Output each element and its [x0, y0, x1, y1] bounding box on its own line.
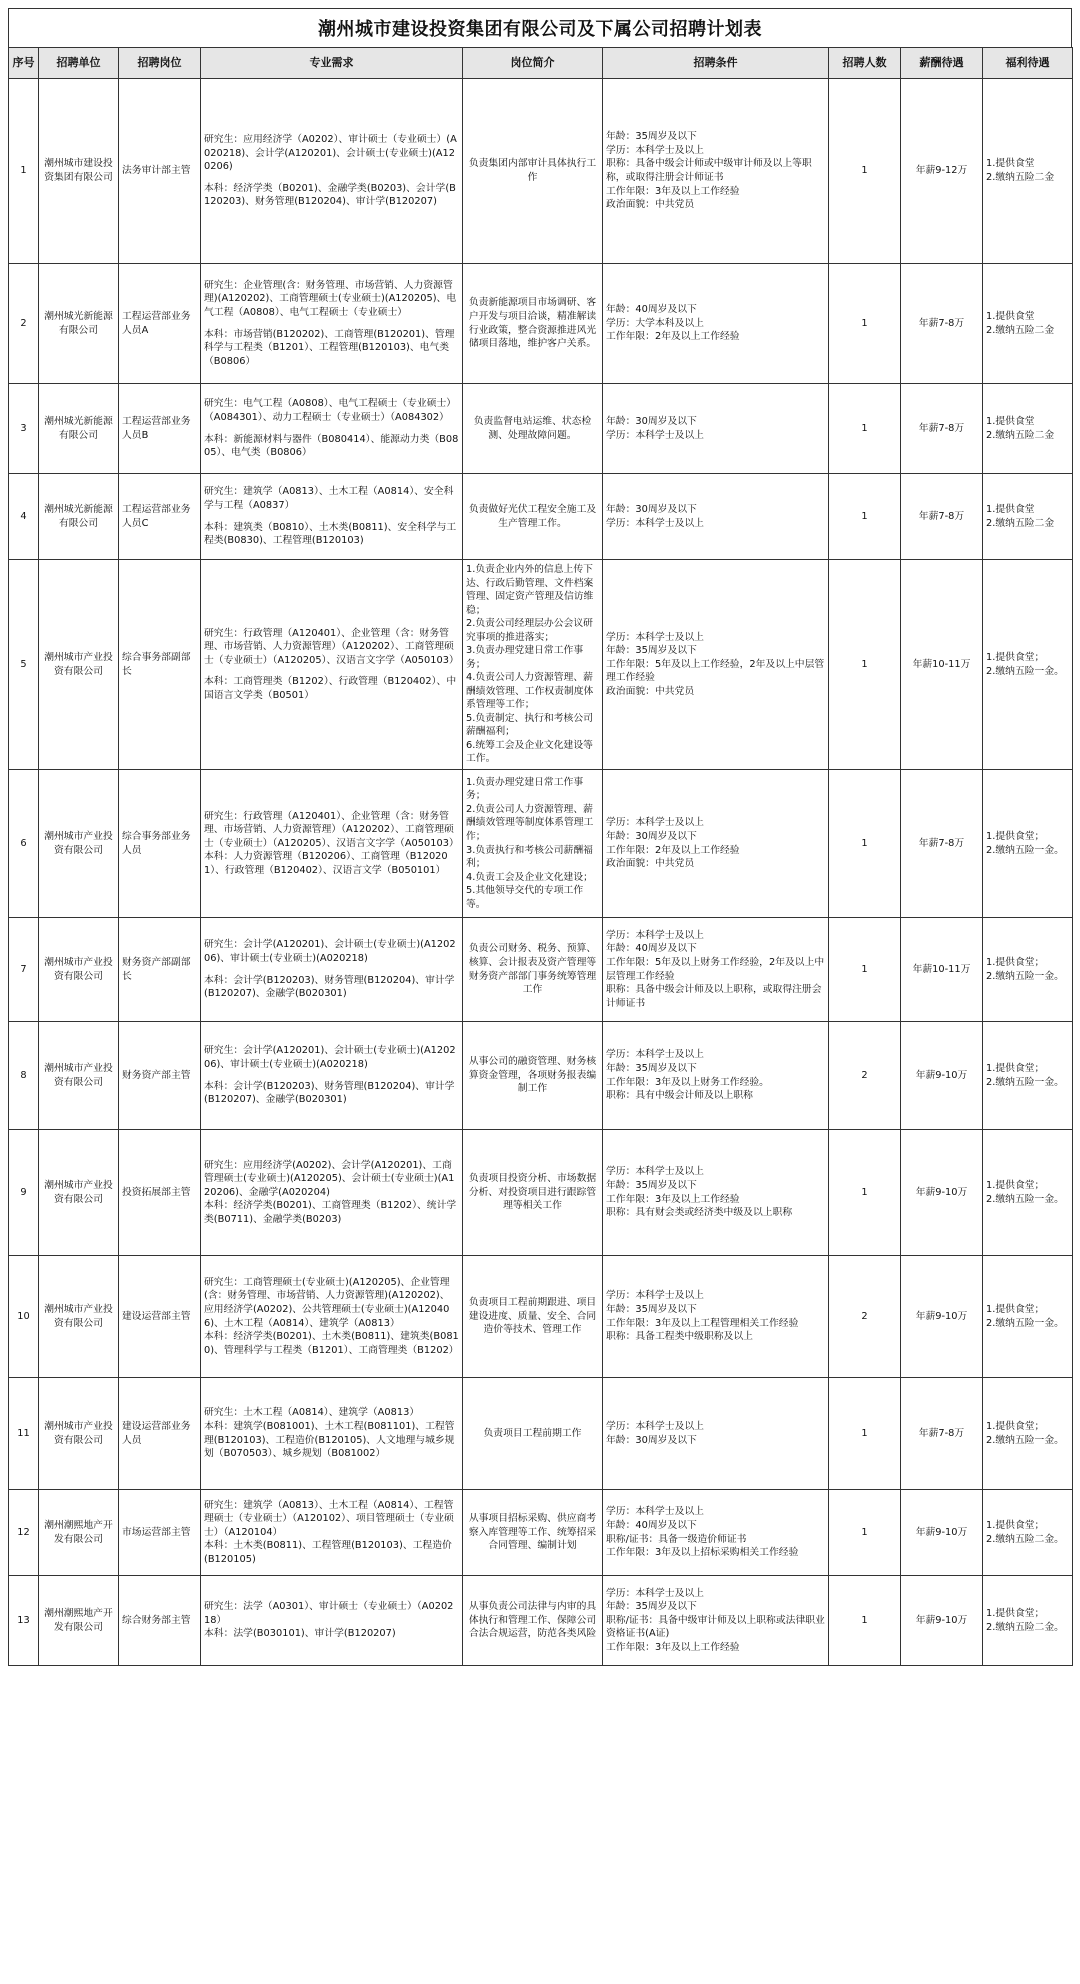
hiring-conditions-line: 工作年限：3年及以上财务工作经验。 [606, 1076, 769, 1088]
major-requirement-line: 本科：经济学类(B0201)、工商管理类（B1202）、统计学类(B0711)、金融学类(B0203) [204, 1200, 457, 1225]
job-intro [463, 1490, 603, 1576]
job-intro-line: 2.负责公司经理层办公会议研究事项的推进落实； [466, 618, 593, 643]
hiring-count: 1 [829, 770, 901, 918]
hiring-count: 1 [829, 1576, 901, 1666]
hiring-conditions [603, 1490, 829, 1576]
welfare-line: 2.缴纳五险二金 [986, 324, 1055, 336]
hiring-conditions-line: 政治面貌：中共党员 [606, 858, 695, 870]
salary: 年薪9-10万 [901, 1256, 983, 1378]
job-intro [463, 384, 603, 474]
welfare-line: 1.提供食堂； [986, 1303, 1045, 1315]
welfare-line: 1.提供食堂； [986, 1519, 1045, 1531]
hiring-conditions-line: 工作年限：3年及以上工作经验 [606, 185, 740, 197]
hiring-unit: 潮州城市产业投资有限公司 [39, 560, 119, 770]
job-post: 综合事务部业务人员 [119, 770, 201, 918]
hiring-count: 1 [829, 384, 901, 474]
job-intro-line: 负责新能源项目市场调研、客户开发与项目洽谈，精准解读行业政策，整合资源推进风光储项目落地，维护客户关系。 [468, 297, 597, 350]
hiring-conditions-line: 职称：具有中级会计师及以上职称 [606, 1090, 753, 1102]
job-intro-line: 负责项目投资分析、市场数据分析、对投资项目进行跟踪管理等相关工作 [468, 1173, 597, 1212]
hiring-conditions-line: 工作年限：2年及以上工作经验 [606, 331, 740, 343]
welfare-line: 2.缴纳五险一金。 [986, 1076, 1064, 1088]
hiring-conditions-line: 职称：具有财会类或经济类中级及以上职称 [606, 1207, 793, 1219]
major-requirement-line: 本科：会计学(B120203)、财务管理(B120204)、审计学(B120207)、金融学(B020301) [204, 1080, 455, 1106]
welfare-line: 1.提供食堂； [986, 651, 1045, 663]
hiring-unit: 潮州城市产业投资有限公司 [39, 1022, 119, 1130]
welfare-line: 1.提供食堂； [986, 1179, 1045, 1191]
salary: 年薪9-12万 [901, 79, 983, 264]
major-requirement [201, 264, 463, 384]
welfare-line: 1.提供食堂 [986, 310, 1035, 322]
hiring-conditions-line: 年龄：35周岁及以下 [606, 1601, 697, 1613]
salary: 年薪7-8万 [901, 384, 983, 474]
hiring-conditions [603, 264, 829, 384]
table-row [9, 1576, 1073, 1666]
hiring-conditions-line: 学历：本科学士及以上 [606, 1166, 704, 1178]
hiring-conditions-line: 学历：本科学士及以上 [606, 1506, 704, 1518]
job-intro-line: 1.负责办理党建日常工作事务； [466, 776, 584, 802]
major-requirement [201, 474, 463, 560]
major-requirement-line: 研究生：土木工程（A0814）、建筑学（A0813） [204, 1407, 420, 1419]
major-requirement [201, 560, 463, 770]
table-row [9, 1378, 1073, 1490]
welfare-line: 1.提供食堂； [986, 1062, 1045, 1074]
header-salary: 薪酬待遇 [901, 48, 983, 79]
hiring-count: 1 [829, 474, 901, 560]
table-header-row [9, 48, 1073, 79]
major-requirement-line: 研究生：行政管理（A120401）、企业管理（含：财务管理、市场营销、人力资源管理）（A120202）、工商管理硕士（专业硕士）（A120205）、汉语言文字学（A050103） [204, 810, 459, 849]
hiring-conditions-line: 学历：本科学士及以上 [606, 817, 704, 829]
job-intro-line: 5.负责制定、执行和考核公司薪酬福利； [466, 712, 593, 738]
welfare [983, 1022, 1073, 1130]
job-intro-line: 2.负责公司人力资源管理、薪酬绩效管理等制度体系管理工作； [466, 803, 594, 842]
welfare-line: 1.提供食堂 [986, 415, 1035, 427]
major-requirement [201, 1576, 463, 1666]
major-requirement-line: 研究生：法学（A0301）、审计硕士（专业硕士）（A020218） [204, 1601, 454, 1626]
major-requirement [201, 1378, 463, 1490]
table-row [9, 474, 1073, 560]
hiring-count: 2 [829, 1256, 901, 1378]
table-row [9, 770, 1073, 918]
job-intro [463, 1576, 603, 1666]
welfare [983, 1490, 1073, 1576]
job-intro-line: 4.负责工会及企业文化建设； [466, 871, 593, 883]
hiring-conditions [603, 384, 829, 474]
hiring-conditions-line: 年龄：30周岁及以下 [606, 1434, 697, 1446]
major-requirement-line: 本科：工商管理类（B1202）、行政管理（B120402）、中国语言文学类（B0501） [204, 676, 457, 701]
hiring-conditions-line: 学历：本科学士及以上 [606, 631, 704, 643]
hiring-conditions [603, 1022, 829, 1130]
hiring-conditions-line: 学历：本科学士及以上 [606, 1420, 704, 1432]
welfare-line: 1.提供食堂； [986, 1607, 1045, 1619]
welfare-line: 2.缴纳五险二金 [986, 172, 1055, 183]
major-requirement [201, 1256, 463, 1378]
header-post: 招聘岗位 [119, 48, 201, 79]
welfare-line: 1.提供食堂； [986, 1420, 1045, 1432]
welfare-line: 2.缴纳五险二金。 [986, 1621, 1064, 1633]
hiring-count: 1 [829, 79, 901, 264]
welfare-line: 2.缴纳五险一金。 [986, 1193, 1064, 1205]
job-intro-line: 4.负责公司人力资源管理、薪酬绩效管理、工作权责制度体系管理等工作； [466, 672, 594, 711]
salary: 年薪9-10万 [901, 1130, 983, 1256]
hiring-unit: 潮州潮熙地产开发有限公司 [39, 1490, 119, 1576]
major-requirement-line: 研究生：建筑学（A0813）、土木工程（A0814）、安全科学与工程（A0837） [204, 486, 454, 511]
major-requirement-line: 研究生：应用经济学（A0202）、审计硕士（专业硕士）(A020218)、会计学(A120201)、会计硕士(专业硕士)(A120206) [204, 134, 457, 173]
hiring-conditions [603, 560, 829, 770]
major-requirement-line: 研究生：建筑学（A0813）、土木工程（A0814）、工程管理硕士（专业硕士）（A120102）、项目管理硕士（专业硕士）（A120104） [204, 1499, 454, 1538]
hiring-count: 1 [829, 264, 901, 384]
header-unit: 招聘单位 [39, 48, 119, 79]
major-requirement [201, 384, 463, 474]
hiring-conditions-line: 政治面貌：中共党员 [606, 685, 695, 697]
job-intro-line: 从事公司的融资管理、财务核算资金管理，各项财务报表编制工作 [468, 1056, 597, 1095]
welfare-line: 2.缴纳五险二金 [986, 429, 1055, 441]
hiring-conditions-line: 年龄：35周岁及以下 [606, 1303, 697, 1315]
job-post: 建设运营部业务人员 [119, 1378, 201, 1490]
major-requirement-line: 本科：会计学(B120203)、财务管理(B120204)、审计学(B120207)、金融学(B020301) [204, 974, 455, 1000]
hiring-conditions-line: 学历：本科学士及以上 [606, 144, 704, 156]
major-requirement-line: 本科：土木类(B0811)、工程管理(B120103)、工程造价(B120105) [204, 1540, 452, 1565]
hiring-count: 1 [829, 1130, 901, 1256]
salary: 年薪7-8万 [901, 1378, 983, 1490]
job-post: 财务资产部副部长 [119, 918, 201, 1022]
hiring-conditions [603, 918, 829, 1022]
major-requirement-line: 研究生：企业管理(含：财务管理、市场营销、人力资源管理)(A120202)、工商管理硕士(专业硕士)(A120205)、电气工程（A0808）、电气工程硕士（专业硕士） [204, 279, 457, 318]
welfare-line: 2.缴纳五险一金。 [986, 844, 1064, 856]
hiring-conditions-line: 学历：本科学士及以上 [606, 429, 704, 441]
table-row [9, 79, 1073, 264]
welfare-line: 1.提供食堂 [986, 158, 1035, 170]
hiring-conditions-line: 学历：本科学士及以上 [606, 1049, 704, 1061]
hiring-conditions-line: 年龄：35周岁及以下 [606, 1179, 697, 1191]
table-body [9, 79, 1073, 1666]
welfare-line: 1.提供食堂； [986, 830, 1045, 842]
hiring-conditions [603, 79, 829, 264]
job-post: 综合财务部主管 [119, 1576, 201, 1666]
table-row [9, 1022, 1073, 1130]
table-row [9, 1256, 1073, 1378]
hiring-unit: 潮州城市产业投资有限公司 [39, 1378, 119, 1490]
hiring-unit: 潮州城光新能源有限公司 [39, 384, 119, 474]
hiring-unit: 潮州城市产业投资有限公司 [39, 770, 119, 918]
major-requirement-line: 研究生：会计学(A120201)、会计硕士(专业硕士)(A120206)、审计硕士(专业硕士)(A020218) [204, 1045, 456, 1070]
hiring-count: 1 [829, 1490, 901, 1576]
row-number: 13 [9, 1576, 39, 1666]
hiring-conditions [603, 770, 829, 918]
hiring-conditions [603, 1256, 829, 1378]
welfare-line: 2.缴纳五险一金。 [986, 970, 1064, 982]
major-requirement-line: 本科：建筑学(B081001)、土木工程(B081101)、工程管理(B120103)、工程造价(B120105)、人文地理与城乡规划（B070503）、城乡规划（B081002） [204, 1420, 455, 1460]
welfare [983, 918, 1073, 1022]
row-number: 3 [9, 384, 39, 474]
job-intro-line: 3.负责执行和考核公司薪酬福利； [466, 844, 593, 870]
row-number: 9 [9, 1130, 39, 1256]
hiring-count: 1 [829, 1378, 901, 1490]
job-intro [463, 770, 603, 918]
job-post: 工程运营部业务人员A [119, 264, 201, 384]
hiring-conditions [603, 1130, 829, 1256]
row-number: 4 [9, 474, 39, 560]
hiring-conditions-line: 职称：具备中级会计师或中级审计师及以上等职称，或取得注册会计师证书 [606, 158, 812, 183]
welfare-line: 1.提供食堂； [986, 956, 1045, 968]
welfare-line: 2.缴纳五险一金。 [986, 1434, 1064, 1446]
hiring-conditions-line: 职称/证书：具备中级审计师及以上职称或法律职业资格证书(A证) [606, 1614, 825, 1640]
hiring-count: 1 [829, 918, 901, 1022]
salary: 年薪9-10万 [901, 1576, 983, 1666]
job-intro-line: 负责项目工程前期工作 [483, 1427, 582, 1439]
salary: 年薪7-8万 [901, 264, 983, 384]
job-intro-line: 5.其他领导交代的专项工作等。 [466, 885, 584, 910]
row-number: 6 [9, 770, 39, 918]
salary: 年薪10-11万 [901, 560, 983, 770]
hiring-unit: 潮州城市产业投资有限公司 [39, 918, 119, 1022]
major-requirement-line: 研究生：电气工程（A0808）、电气工程硕士（专业硕士）（A084301）、动力工程硕士（专业硕士）（A084302） [204, 398, 457, 423]
major-requirement-line: 研究生：应用经济学(A0202)、会计学(A120201)、工商管理硕士(专业硕士)(A120205)、会计硕士(专业硕士)(A120206)、金融学(A020204) [204, 1159, 455, 1198]
hiring-unit: 潮州城市产业投资有限公司 [39, 1130, 119, 1256]
welfare-line: 1.提供食堂 [986, 503, 1035, 515]
hiring-conditions-line: 工作年限：3年及以上工程管理相关工作经验 [606, 1317, 799, 1329]
hiring-conditions-line: 职称：具备工程类中级职称及以上 [606, 1331, 753, 1343]
job-intro-line: 负责项目工程前期跟进、项目建设进度、质量、安全、合同造价等技术、管理工作 [468, 1297, 597, 1336]
job-post: 建设运营部主管 [119, 1256, 201, 1378]
table-row [9, 1130, 1073, 1256]
salary: 年薪7-8万 [901, 770, 983, 918]
hiring-conditions-line: 年龄：40周岁及以下 [606, 943, 697, 955]
major-requirement [201, 1490, 463, 1576]
hiring-conditions-line: 年龄：30周岁及以下 [606, 503, 697, 515]
hiring-conditions-line: 学历：本科学士及以上 [606, 929, 704, 941]
hiring-unit: 潮州城市建设投资集团有限公司 [39, 79, 119, 264]
hiring-conditions-line: 年龄：30周岁及以下 [606, 415, 697, 427]
major-requirement [201, 770, 463, 918]
hiring-conditions [603, 474, 829, 560]
hiring-conditions-line: 年龄：35周岁及以下 [606, 1062, 697, 1074]
major-requirement [201, 1130, 463, 1256]
job-intro-line: 从事负责公司法律与内审的具体执行和管理工作、保障公司合法合规运营，防范各类风险 [468, 1601, 597, 1640]
welfare [983, 770, 1073, 918]
table-row [9, 918, 1073, 1022]
row-number: 1 [9, 79, 39, 264]
row-number: 10 [9, 1256, 39, 1378]
table-row [9, 264, 1073, 384]
job-post: 财务资产部主管 [119, 1022, 201, 1130]
row-number: 2 [9, 264, 39, 384]
salary: 年薪9-10万 [901, 1490, 983, 1576]
welfare [983, 384, 1073, 474]
major-requirement-line: 本科：新能源材料与器件（B080414）、能源动力类（B0805）、电气类（B0806） [204, 433, 459, 459]
major-requirement [201, 1022, 463, 1130]
hiring-conditions [603, 1378, 829, 1490]
recruitment-table [8, 47, 1073, 1666]
welfare [983, 474, 1073, 560]
header-conditions: 招聘条件 [603, 48, 829, 79]
major-requirement-line: 研究生：会计学(A120201)、会计硕士(专业硕士)(A120206)、审计硕士(专业硕士)(A020218) [204, 939, 456, 964]
welfare [983, 79, 1073, 264]
welfare [983, 1130, 1073, 1256]
welfare [983, 1378, 1073, 1490]
major-requirement-line: 本科：经济学类（B0201)、金融学类(B0203)、会计学(B120203)、财务管理(B120204)、审计学(B120207) [204, 182, 456, 208]
welfare [983, 1576, 1073, 1666]
job-intro-line: 负责集团内部审计具体执行工作 [468, 158, 597, 183]
hiring-conditions-line: 政治面貌：中共党员 [606, 199, 695, 211]
salary: 年薪10-11万 [901, 918, 983, 1022]
major-requirement-line: 本科：人力资源管理（B120206）、工商管理（B120201）、行政管理（B120402）、汉语言文学（B050101） [204, 851, 448, 876]
hiring-count: 2 [829, 1022, 901, 1130]
hiring-conditions-line: 职称：具备中级会计师及以上职称，或取得注册会计师证书 [606, 984, 822, 1009]
row-number: 11 [9, 1378, 39, 1490]
hiring-unit: 潮州城市产业投资有限公司 [39, 1256, 119, 1378]
major-requirement-line: 本科：法学(B030101)、审计学(B120207) [204, 1628, 396, 1640]
major-requirement-line: 研究生：行政管理（A120401）、企业管理（含：财务管理、市场营销、人力资源管理）（A120202）、工商管理硕士（专业硕士）（A120205）、汉语言文字学（A050103） [204, 627, 459, 666]
hiring-conditions-line: 学历：本科学士及以上 [606, 1587, 704, 1599]
welfare-line: 2.缴纳五险二金 [986, 517, 1055, 529]
row-number: 12 [9, 1490, 39, 1576]
job-intro [463, 79, 603, 264]
hiring-conditions-line: 年龄：40周岁及以下 [606, 1519, 697, 1531]
header-major: 专业需求 [201, 48, 463, 79]
row-number: 7 [9, 918, 39, 1022]
hiring-conditions [603, 1576, 829, 1666]
job-intro-line: 负责公司财务、税务、预算、核算、会计报表及资产管理等财务资产部部门事务统筹管理工作 [468, 943, 597, 996]
job-post: 法务审计部主管 [119, 79, 201, 264]
hiring-conditions-line: 工作年限：5年及以上工作经验，2年及以上中层管理工作经验 [606, 658, 825, 684]
welfare-line: 2.缴纳五险一金。 [986, 665, 1064, 677]
hiring-conditions-line: 学历：大学本科及以上 [606, 317, 704, 329]
job-intro-line: 1.负责企业内外的信息上传下达、行政后勤管理、文件档案管理、固定资产管理及信访维稳； [466, 564, 594, 616]
hiring-conditions-line: 年龄：35周岁及以下 [606, 131, 697, 143]
job-intro [463, 474, 603, 560]
job-post: 市场运营部主管 [119, 1490, 201, 1576]
hiring-conditions-line: 年龄：35周岁及以下 [606, 645, 697, 657]
recruitment-plan-document [8, 8, 1072, 1666]
major-requirement [201, 79, 463, 264]
major-requirement-line: 本科：建筑类（B0810）、土木类(B0811)、安全科学与工程类(B0830)、工程管理(B120103) [204, 521, 457, 547]
welfare [983, 1256, 1073, 1378]
hiring-unit: 潮州城光新能源有限公司 [39, 474, 119, 560]
job-intro-line: 负责做好光伏工程安全施工及生产管理工作。 [468, 503, 597, 529]
welfare-line: 2.缴纳五险一金。 [986, 1317, 1064, 1329]
table-row [9, 384, 1073, 474]
hiring-conditions-line: 工作年限：3年及以上工作经验 [606, 1193, 740, 1205]
salary: 年薪9-10万 [901, 1022, 983, 1130]
job-intro-line: 6.统筹工会及企业文化建设等工作。 [466, 739, 593, 765]
welfare [983, 264, 1073, 384]
welfare [983, 560, 1073, 770]
hiring-conditions-line: 工作年限：3年及以上工作经验 [606, 1641, 740, 1653]
table-row [9, 560, 1073, 770]
major-requirement-line: 研究生：工商管理硕士(专业硕士)(A120205)、企业管理(含：财务管理、市场营销、人力资源管理)(A120202)、应用经济学(A0202)、公共管理硕士(专业硕士)(A120406)、土木工程（A0814）、建筑学（A0813） [204, 1276, 450, 1329]
document-title: 潮州城市建设投资集团有限公司及下属公司招聘计划表 [8, 8, 1072, 47]
header-no: 序号 [9, 48, 39, 79]
hiring-conditions-line: 学历：本科学士及以上 [606, 1290, 704, 1302]
job-intro [463, 264, 603, 384]
hiring-unit: 潮州城光新能源有限公司 [39, 264, 119, 384]
hiring-conditions-line: 年龄：40周岁及以下 [606, 304, 697, 316]
major-requirement-line: 本科：市场营销(B120202)、工商管理(B120201)、管理科学与工程类（B1201）、工程管理(B120103)、电气类（B0806） [204, 328, 455, 367]
table-row [9, 1490, 1073, 1576]
major-requirement-line: 本科：经济学类(B0201)、土木类(B0811)、建筑类(B0810)、管理科学与工程类（B1201）、工商管理类（B1202） [204, 1331, 459, 1356]
job-post: 工程运营部业务人员B [119, 384, 201, 474]
row-number: 5 [9, 560, 39, 770]
hiring-conditions-line: 年龄：30周岁及以下 [606, 830, 697, 842]
job-intro-line: 负责监督电站运维、状态检测、处理故障问题。 [473, 415, 592, 441]
job-intro [463, 560, 603, 770]
major-requirement [201, 918, 463, 1022]
salary: 年薪7-8万 [901, 474, 983, 560]
job-post: 工程运营部业务人员C [119, 474, 201, 560]
row-number: 8 [9, 1022, 39, 1130]
hiring-conditions-line: 学历：本科学士及以上 [606, 517, 704, 529]
hiring-conditions-line: 职称/证书：具备一级造价师证书 [606, 1533, 747, 1545]
job-intro [463, 1130, 603, 1256]
header-welfare: 福利待遇 [983, 48, 1073, 79]
job-intro [463, 1022, 603, 1130]
hiring-conditions-line: 工作年限：2年及以上工作经验 [606, 844, 740, 856]
job-intro [463, 1378, 603, 1490]
job-intro [463, 1256, 603, 1378]
job-intro-line: 从事项目招标采购、供应商考察入库管理等工作、统筹招采合同管理、编制计划 [468, 1513, 597, 1552]
header-intro: 岗位简介 [463, 48, 603, 79]
job-intro [463, 918, 603, 1022]
job-post: 综合事务部副部长 [119, 560, 201, 770]
job-intro-line: 3.负责办理党建日常工作事务； [466, 645, 584, 670]
hiring-conditions-line: 工作年限：5年及以上财务工作经验，2年及以上中层管理工作经验 [606, 956, 825, 982]
hiring-count: 1 [829, 560, 901, 770]
header-count: 招聘人数 [829, 48, 901, 79]
job-post: 投资拓展部主管 [119, 1130, 201, 1256]
hiring-conditions-line: 工作年限：3年及以上招标采购相关工作经验 [606, 1547, 799, 1559]
hiring-unit: 潮州潮熙地产开发有限公司 [39, 1576, 119, 1666]
welfare-line: 2.缴纳五险二金。 [986, 1533, 1064, 1545]
